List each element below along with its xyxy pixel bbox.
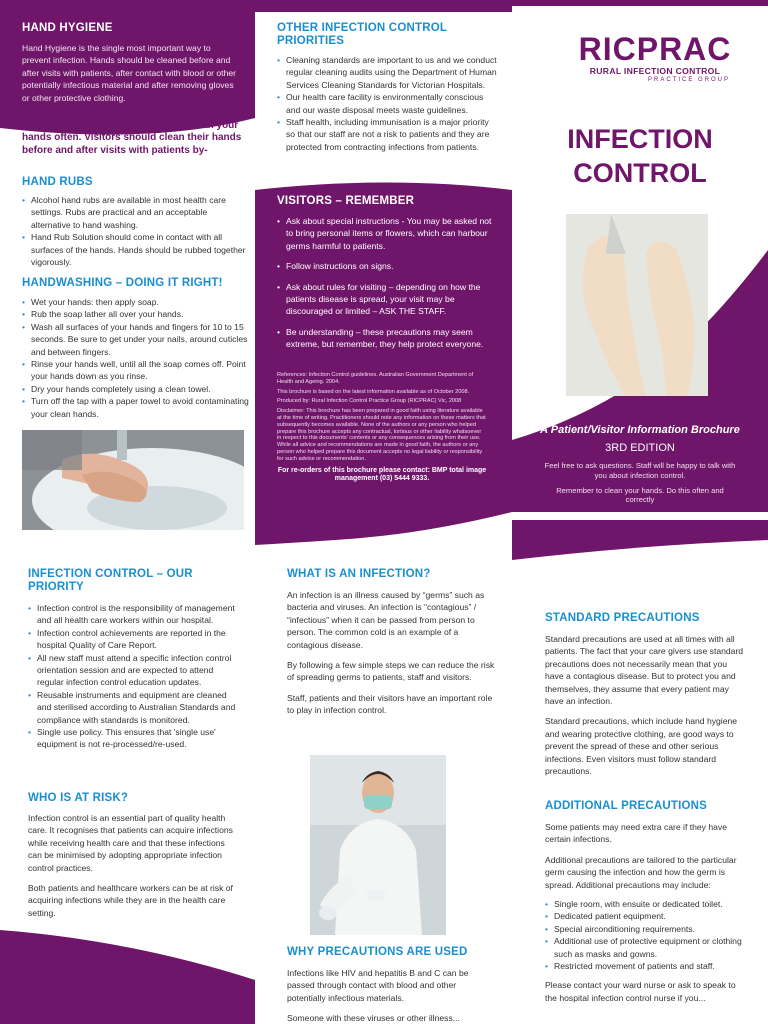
at-risk-section xyxy=(28,792,240,927)
list-item: • Alcohol hand rubs are available in most health care settings. Rubs are practical and an acceptable alternative to hand washing. xyxy=(22,194,247,231)
logo-sub2: PRACTICE GROUP xyxy=(647,77,730,83)
hand-rubs-list xyxy=(22,194,247,268)
visitors-list xyxy=(277,215,492,351)
what-is-infection-section xyxy=(287,568,497,746)
list-item: • Ask about special instructions - You may be asked not to bring personal items or flowers, which can harbour germs harmful to patients. xyxy=(277,215,492,252)
list-item: • Special airconditioning requirements. xyxy=(545,923,745,935)
additional-precautions-section xyxy=(545,800,745,1024)
cover-note2: Remember to clean your hands. Do this often and correctly xyxy=(556,485,724,505)
why-prec-p2: Someone with these viruses or other illness... xyxy=(287,1013,460,1024)
at-risk-title: WHO IS AT RISK? xyxy=(28,792,129,804)
list-item: • Ask about rules for visiting – depending on how the patients disease is spread, your visit may be discouraged or limited – ASK THE STAFF. xyxy=(277,281,492,318)
standard-p2: Standard precautions, which include hand hygiene and wearing protective clothing, are good ways to prevent the spread of these and other serious infections. Even visitors must follow standard precautions. xyxy=(545,716,738,777)
list-item: • Dedicated patient equipment. xyxy=(545,910,745,922)
based-on-text: This brochure is based on the latest information available as of October 2008. xyxy=(277,388,470,395)
hand-hygiene-title: HAND HYGIENE xyxy=(22,22,113,34)
references-section xyxy=(277,372,487,532)
produced-by-text: Produced by: Rural Infection Control Practice Group (RICPRAC) Vic, 2008 xyxy=(277,398,462,405)
visitors-section xyxy=(277,195,492,375)
ic-priority-list xyxy=(28,602,238,751)
list-item: • Hand Rub Solution should come in contact with all surfaces of the hands. Hands should be rubbed together vigorously. xyxy=(22,231,247,268)
list-item: • Wet your hands: then apply soap. xyxy=(22,296,250,308)
list-item: • Dry your hands completely using a clean towel. xyxy=(22,383,250,395)
hand-hygiene-slogan-box xyxy=(22,120,247,172)
logo xyxy=(560,32,750,92)
cover-bottom xyxy=(520,420,760,520)
standard-p1: Standard precautions are used at all times with all patients. The fact that your care givers use standard precautions does not necessarily mean that you have a contagious disease. But to protect you and themselves, they assume that every patient may have an infection. xyxy=(545,634,744,707)
list-item: • Wash all surfaces of your hands and fingers for 10 to 15 seconds. Be sure to get under your nails, around cuticles and between fingers. xyxy=(22,321,250,358)
at-risk-p2: Both patients and healthcare workers can be at risk of acquiring infections while they are in the health care setting. xyxy=(28,883,233,918)
ic-priority-title: INFECTION CONTROL – OUR PRIORITY xyxy=(28,568,193,593)
additional-p3: Please contact your ward nurse or ask to speak to the hospital infection control nurse if you... xyxy=(545,980,736,1003)
what-is-title: WHAT IS AN INFECTION? xyxy=(287,568,431,580)
hand-rubs-section xyxy=(22,176,247,274)
what-is-p2: By following a few simple steps we can reduce the risk of spreading germs to patients, staff and visitors. xyxy=(287,660,495,683)
panel2-top-purple xyxy=(255,0,512,12)
hand-hygiene-slogan: Hand hygiene makes a difference! Clean your hands often. Visitors should clean their hands before and after visits with patients by- xyxy=(22,120,242,156)
cover-edition: 3RD EDITION xyxy=(605,442,675,454)
bottom-right-purple xyxy=(512,520,768,560)
ic-priority-section xyxy=(28,568,238,783)
list-item: • Cleaning standards are important to us and we conduct regular cleaning audits using the Department of Human Services Cleaning Standards for Victorian Hospitals. xyxy=(277,54,497,91)
additional-p1: Some patients may need extra care if they have certain infections. xyxy=(545,822,728,845)
standard-title: STANDARD PRECAUTIONS xyxy=(545,612,700,624)
list-item: • Single room, with ensuite or dedicated toilet. xyxy=(545,898,745,910)
gloves-photo xyxy=(566,214,708,396)
cover-title xyxy=(540,122,740,202)
list-item: • Our health care facility is environmentally conscious and our waste disposal meets waste guidelines. xyxy=(277,91,497,116)
additional-title: ADDITIONAL PRECAUTIONS xyxy=(545,800,707,812)
visitors-title: VISITORS – REMEMBER xyxy=(277,195,415,207)
list-item: • All new staff must attend a specific infection control orientation session and are expected to attend regular infection control education updates. xyxy=(28,652,238,689)
list-item: • Rinse your hands well, until all the soap comes off. Point your hands down as you rinse. xyxy=(22,358,250,383)
why-prec-title: WHY PRECAUTIONS ARE USED xyxy=(287,946,468,958)
what-is-p3: Staff, patients and their visitors have an important role to play in infection control. xyxy=(287,692,493,716)
hand-hygiene-section xyxy=(22,22,237,132)
what-is-p1: An infection is an illness caused by “germs” such as bacteria and viruses. An infection is “contagious” / “infectious” when it can be passed from person to person. The common cold is an example of a contagious disease. xyxy=(287,590,485,650)
list-item: • Turn off the tap with a paper towel to avoid contaminating your clean hands. xyxy=(22,395,250,420)
cover-title-line1: INFECTION xyxy=(567,124,713,154)
panel3-top-edge xyxy=(512,0,768,6)
standard-precautions-section xyxy=(545,612,745,792)
at-risk-p1: Infection control is an essential part of quality health care. It recognises that patients can acquire infections while receiving health care and that these infections can be minimised by adopting appropriate infection control practices. xyxy=(28,813,233,873)
additional-p2: Additional precautions are tailored to the particular germ causing the infection and how the germ is spread. Additional precautions may include: xyxy=(545,854,737,890)
bottom-left-purple xyxy=(0,930,255,1024)
handwashing-photo xyxy=(22,430,244,530)
list-item: • Rub the soap lather all over your hands. xyxy=(22,308,250,320)
list-item: • Additional use of protective equipment or clothing such as masks and gowns. xyxy=(545,935,745,960)
list-item: • Reusable instruments and equipment are cleaned and sterilised according to Australian Standards and compliance with standards is monitored. xyxy=(28,689,238,726)
hand-hygiene-body: Hand Hygiene is the single most important way to prevent infection. Hands should be cleaned before and after visits with patients, after contact with blood or other potentially infectious material and after removing gloves or other protective clothing. xyxy=(22,43,236,103)
list-item: • Single use policy. This ensures that 'single use' equipment is not re-processed/re-used. xyxy=(28,726,238,751)
doctor-photo xyxy=(310,755,446,935)
list-item: • Follow instructions on signs. xyxy=(277,260,492,272)
handwashing-list xyxy=(22,296,250,420)
additional-list xyxy=(545,898,745,972)
handwashing-title: HANDWASHING – DOING IT RIGHT! xyxy=(22,277,223,289)
cover-tagline: A Patient/Visitor Information Brochure xyxy=(540,424,740,436)
why-precautions-section xyxy=(287,946,497,1024)
list-item: • Infection control achievements are reported in the hospital Quality of Care Report. xyxy=(28,627,238,652)
list-item: • Staff health, including immunisation is a major priority so that our staff are not a risk to patients and they are protected from contracting infections from patients. xyxy=(277,116,497,153)
list-item: • Be understanding – these precautions may seem extreme, but remember, they help protect everyone. xyxy=(277,326,492,351)
reorder-text: For re-orders of this brochure please contact: BMP total image management (03) 5444 9333. xyxy=(277,466,487,483)
list-item: • Restricted movement of patients and staff. xyxy=(545,960,745,972)
other-ic-title: OTHER INFECTION CONTROL PRIORITIES xyxy=(277,22,447,47)
list-item: • Infection control is the responsibility of management and all health care workers within our hospital. xyxy=(28,602,238,627)
why-prec-p1: Infections like HIV and hepatitis B and C can be passed through contact with blood and other potentially infectious materials. xyxy=(287,968,469,1003)
logo-main: RICPRAC xyxy=(578,32,732,67)
logo-sub: RURAL INFECTION CONTROL xyxy=(589,66,721,76)
references-text: References: Infection Control guidelines. Australian Government Department of Health and Ageing. 2004. xyxy=(277,372,474,385)
cover-title-line2: CONTROL xyxy=(573,158,707,188)
handwashing-section xyxy=(22,277,250,427)
disclaimer-text: Disclaimer: This brochure has been prepared in good faith using literature available at the time of writing. Practitioners should note any information on these matters that subsequently becomes available. None of the authors or any person who helped prepare this brochure accepts any contractual, tortious or other liability whatsoever in respect to this documents' contents or any consequences arising from their use. While all advice and recommendations are made in good faith, the authors or any person who helped prepare this document accepts no legal liability or responsibility for such advice or recommendation. xyxy=(277,408,486,462)
cover-note1: Feel free to ask questions. Staff will be happy to talk with you about infection control. xyxy=(544,461,736,480)
other-ic-section xyxy=(277,22,497,182)
hand-rubs-title: HAND RUBS xyxy=(22,176,93,188)
other-ic-list xyxy=(277,54,497,153)
